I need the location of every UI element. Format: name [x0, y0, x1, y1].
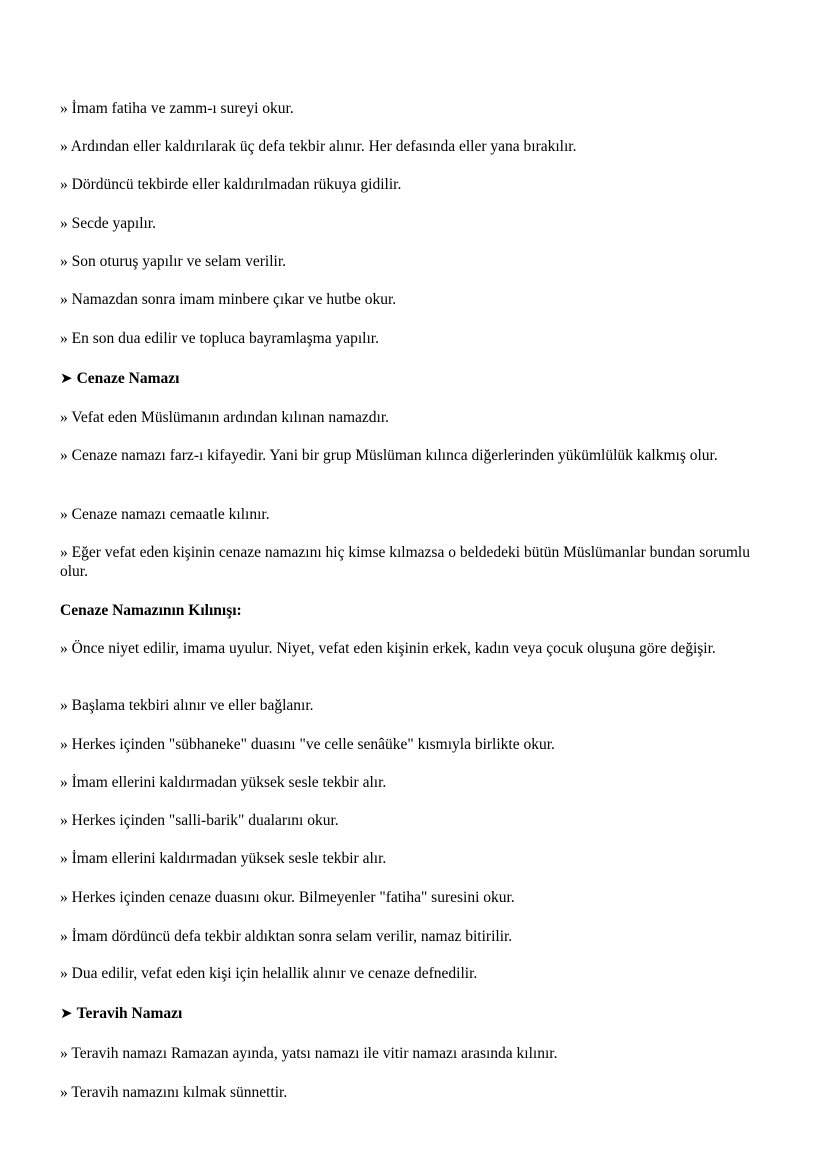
list-item: » İmam ellerini kaldırmadan yüksek sesle tekbir alır.: [60, 850, 387, 867]
list-item: » İmam dördüncü defa tekbir aldıktan sonra selam verilir, namaz bitirilir.: [60, 928, 513, 945]
list-item: » Ardından eller kaldırılarak üç defa tekbir alınır. Her defasında eller yana bırakılır.: [60, 138, 577, 155]
arrow-bullet-icon: ➤: [60, 369, 73, 387]
list-item: » Dördüncü tekbirde eller kaldırılmadan rükuya gidilir.: [60, 176, 402, 193]
list-item: » En son dua edilir ve topluca bayramlaşma yapılır.: [60, 330, 379, 347]
list-item: » Vefat eden Müslümanın ardından kılınan namazdır.: [60, 409, 390, 426]
list-item: » Önce niyet edilir, imama uyulur. Niyet, vefat eden kişinin erkek, kadın veya çocuk oluşuna göre değişir.: [60, 640, 716, 657]
subheading: Cenaze Namazının Kılınışı:: [60, 602, 242, 619]
list-item: » Başlama tekbiri alınır ve eller bağlanır.: [60, 697, 314, 714]
list-item: » Son oturuş yapılır ve selam verilir.: [60, 253, 287, 270]
section-heading-teravih: [60, 1004, 760, 1023]
list-item: » Secde yapılır.: [60, 215, 156, 232]
list-item: » Cenaze namazı cemaatle kılınır.: [60, 506, 270, 523]
list-item: » İmam ellerini kaldırmadan yüksek sesle tekbir alır.: [60, 774, 387, 791]
list-item: » İmam fatiha ve zamm-ı sureyi okur.: [60, 100, 294, 117]
arrow-bullet-icon: ➤: [60, 1004, 73, 1022]
list-item: » Herkes içinden "salli-barik" dualarını okur.: [60, 812, 339, 829]
section-heading-cenaze: [60, 369, 760, 388]
list-item: » Eğer vefat eden kişinin cenaze namazını hiç kimse kılmazsa o beldedeki bütün Müslümanlar bundan sorumlu olur.: [60, 544, 750, 580]
section-heading-text: Cenaze Namazı: [76, 370, 180, 387]
section-heading-text: Teravih Namazı: [76, 1005, 183, 1022]
list-item: » Cenaze namazı farz-ı kifayedir. Yani bir grup Müslüman kılınca diğerlerinden yükümlülük kalkmış olur.: [60, 447, 718, 464]
list-item: » Teravih namazını kılmak sünnettir.: [60, 1084, 288, 1101]
list-item: » Dua edilir, vefat eden kişi için helallik alınır ve cenaze defnedilir.: [60, 965, 478, 982]
list-item: » Teravih namazı Ramazan ayında, yatsı namazı ile vitir namazı arasında kılınır.: [60, 1045, 558, 1062]
list-item: » Namazdan sonra imam minbere çıkar ve hutbe okur.: [60, 291, 397, 308]
list-item: » Herkes içinden cenaze duasını okur. Bilmeyenler "fatiha" suresini okur.: [60, 889, 515, 906]
list-item: » Herkes içinden "sübhaneke" duasını "ve celle senâüke" kısmıyla birlikte okur.: [60, 736, 555, 753]
